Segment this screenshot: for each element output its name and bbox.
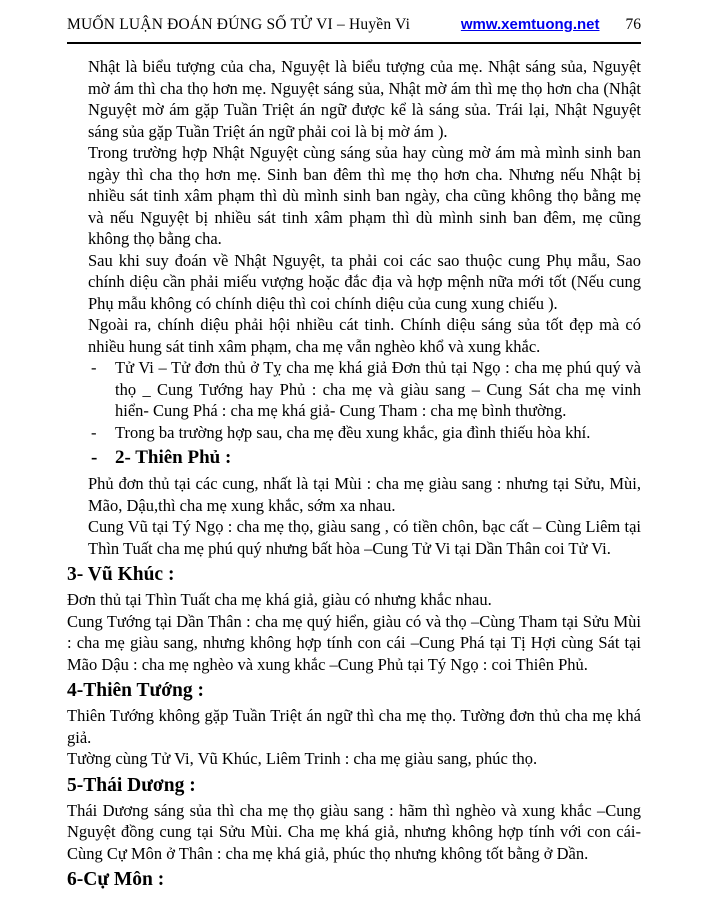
list-item-text: Trong ba trường hợp sau, cha mẹ đều xung khắc, gia đình thiếu hòa khí. xyxy=(115,422,591,442)
paragraph: Phủ đơn thủ tại các cung, nhất là tại Mùi : cha mẹ giàu sang : nhưng tại Sửu, Mùi, Mão, Dậu,thì cha mẹ xung khắc, sớm xa nhau. xyxy=(88,474,641,515)
list-item xyxy=(88,357,641,422)
paragraph: Sau khi suy đoán về Nhật Nguyệt, ta phải coi các sao thuộc cung Phụ mẫu, Sao chính diệu cần phải miếu vượng hoặc đắc địa và hợp mệnh nữa mới tốt (Nếu cung Phụ mẫu không có chính diệu thì coi chính diệu của cung xung chiếu ). xyxy=(88,250,641,313)
page-header xyxy=(67,16,641,34)
paragraph: Thái Dương sáng sủa thì cha mẹ thọ giàu sang : hãm thì nghèo và xung khắc –Cung Nguyệt đồng cung tại Sửu Mùi. Cha mẹ khá giả, nhưng không hợp tính với con cái-Cùng Cự Môn ở Thân : cha mẹ khá giả, phúc thọ nhưng không tốt bằng ở Dần. xyxy=(67,800,641,863)
list-item-text: Tử Vi – Tử đơn thủ ở Tỵ cha mẹ khá giả Đơn thủ tại Ngọ : cha mẹ phú quý và thọ _ Cung Tướng hay Phủ : cha mẹ và giàu sang – Cung Sát cha mẹ vinh hiển- Cung Phá : cha mẹ khá giả- Cung Tham : cha mẹ bình thường. xyxy=(115,358,641,420)
paragraph: Cung Tướng tại Dần Thân : cha mẹ quý hiển, giàu có và thọ –Cùng Tham tại Sửu Mùi : cha mẹ giàu sang, nhưng không hợp tính con cái –Cung Phá tại Tị Hợi cùng Sát tại Mão Dậu : cha mẹ nghèo và xung khắc –Cung Phủ tại Tý Ngọ : coi Thiên Phủ. xyxy=(67,611,641,674)
paragraph: Trong trường hợp Nhật Nguyệt cùng sáng sủa hay cùng mờ ám mà mình sinh ban ngày thì cha thọ hơn mẹ. Sinh ban đêm thì mẹ thọ hơn cha. Nhưng nếu Nhật bị nhiều sát tinh xâm phạm thì dù mình sinh ban ngày, cha cũng không thọ bằng mẹ và nếu Nguyệt bị nhiều sát tinh xâm phạm thì dù mình sinh ban đêm, mẹ cũng không thọ bằng cha. xyxy=(88,143,641,248)
heading-thien-tuong: 4-Thiên Tướng : xyxy=(67,680,205,701)
header-divider xyxy=(67,42,641,44)
paragraph: Ngoài ra, chính diệu phải hội nhiều cát tinh. Chính diệu sáng sủa tốt đẹp mà có nhiều hung sát tinh xâm phạm, cha mẹ vẫn nghèo khổ và xung khắc. xyxy=(88,315,641,356)
heading-thai-duong: 5-Thái Dương : xyxy=(67,774,196,796)
paragraph: Cung Vũ tại Tý Ngọ : cha mẹ thọ, giàu sang , có tiền chôn, bạc cất – Cùng Liêm tại Thìn Tuất cha mẹ phú quý nhưng bất hòa –Cung Tử Vi tại Dần Thân coi Tử Vi. xyxy=(88,517,641,558)
paragraph: Nhật là biểu tượng của cha, Nguyệt là biểu tượng của mẹ. Nhật sáng sủa, Nguyệt mờ ám thì cha thọ hơn mẹ. Nguyệt sáng sủa, Nhật mờ ám thì mẹ thọ hơn cha (Nhật Nguyệt mờ ám gặp Tuần Triệt án ngữ được kể là sáng sủa. Trái lại, Nhật Nguyệt sáng sủa gặp Tuần Triệt án ngữ phải coi là bị mờ ám ). xyxy=(88,57,641,141)
paragraph: Thiên Tướng không gặp Tuần Triệt án ngữ thì cha mẹ thọ. Tường đơn thủ cha mẹ khá giả. xyxy=(67,706,641,747)
heading-thien-phu: - 2- Thiên Phủ : xyxy=(88,443,641,473)
section-nhat-nguyet xyxy=(67,56,641,559)
paragraph: Đơn thủ tại Thìn Tuất cha mẹ khá giả, giàu có nhưng khắc nhau. xyxy=(67,590,492,609)
heading-vu-khuc: 3- Vũ Khúc : xyxy=(67,564,175,585)
paragraph: Tường cùng Tử Vi, Vũ Khúc, Liêm Trinh : cha mẹ giàu sang, phúc thọ. xyxy=(67,749,538,768)
website-link[interactable]: wmw.xemtuong.net xyxy=(460,16,600,33)
header-title: MUỐN LUẬN ĐOÁN ĐÚNG SỐ TỬ VI – Huyền Vi xyxy=(67,16,411,33)
heading-cu-mon: 6-Cự Môn : xyxy=(67,869,165,890)
page-body xyxy=(67,56,641,892)
list-item xyxy=(88,422,641,444)
page-number: 76 xyxy=(625,16,641,33)
header-right xyxy=(461,16,641,34)
